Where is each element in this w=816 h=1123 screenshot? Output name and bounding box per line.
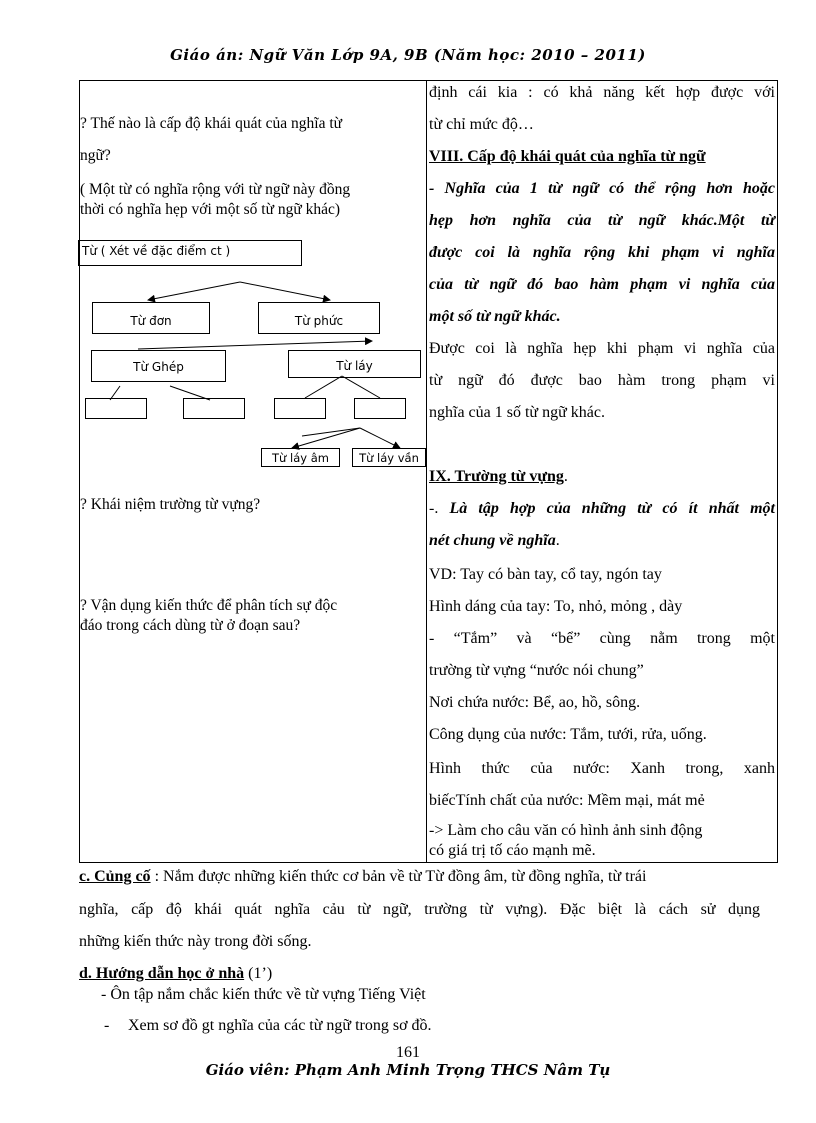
question-truong-tu-vung: ? Khái niệm trường từ vựng? — [80, 496, 261, 513]
diagram-tu-lay-label: Từ láy — [336, 359, 373, 373]
note-nghia-hep: thời có nghĩa hẹp với một số từ ngữ khác) — [80, 201, 341, 218]
example-noi-chua: Nơi chứa nước: Bể, ao, hồ, sông. — [429, 694, 641, 711]
diagram-root-label: Từ ( Xét về đặc điểm ct ) — [82, 244, 231, 258]
diagram-tu-lay-van-box — [352, 448, 426, 467]
section-ix-title-dot: . — [563, 468, 568, 485]
diagram-tu-lay-box — [288, 350, 421, 378]
diagram-root-box — [78, 240, 302, 266]
diagram-tu-don-label: Từ đơn — [130, 314, 172, 328]
table-divider — [426, 80, 427, 862]
cung-co-line-1 — [79, 867, 760, 887]
table-border-bottom — [79, 862, 778, 863]
conclusion-1: -> Làm cho câu văn có hình ảnh sinh động — [429, 822, 703, 839]
question-khai-quat-cont: ngữ? — [80, 147, 111, 164]
page-footer: Giáo viên: Phạm Anh Minh Trọng THCS Nâm Tụ — [205, 1061, 611, 1079]
section-ix-def-2-dot: . — [555, 532, 560, 549]
question-van-dung: ? Vận dụng kiến thức để phân tích sự độc — [80, 597, 338, 614]
right-line-dinh-cai-kia: định cái kia : có khả năng kết hợp được với — [429, 84, 775, 101]
section-viii-narrow-3: nghĩa của 1 số từ ngữ khác. — [429, 404, 605, 421]
section-ix-def-2-text: nét chung về nghĩa — [429, 532, 556, 549]
huong-dan-item-1: - Ôn tập nắm chắc kiến thức về từ vựng Tiếng Việt — [101, 986, 426, 1003]
section-viii-def-4: của từ ngữ đó bao hàm phạm vi nghĩa của — [429, 276, 775, 293]
huong-dan-label: d. Hướng dẫn học ở nhà — [79, 965, 245, 982]
diagram-tu-phuc-box — [258, 302, 380, 334]
section-ix-heading — [429, 467, 775, 487]
section-ix-def-2 — [429, 531, 775, 551]
conclusion-2: có giá trị tố cáo mạnh mẽ. — [429, 842, 596, 859]
example-hinh-thuc: Hình thức của nước: Xanh trong, xanh — [429, 760, 775, 777]
cung-co-line-2: nghĩa, cấp độ khái quát nghĩa cảu từ ngữ, trường từ vựng). Đặc biệt là cách sử dụng — [79, 901, 760, 918]
right-line-muc-do: từ chỉ mức độ… — [429, 116, 534, 133]
example-hinh-dang: Hình dáng của tay: To, nhỏ, mỏng , dày — [429, 598, 683, 615]
section-ix-def-prefix: -. — [429, 500, 439, 517]
question-van-dung-cont: đáo trong cách dùng từ ở đoạn sau? — [80, 617, 301, 634]
diagram-tu-ghep-label: Từ Ghép — [133, 360, 184, 374]
diagram-tu-lay-van-label: Từ láy vần — [359, 451, 419, 465]
table-border-right — [777, 80, 778, 862]
page-number: 161 — [396, 1044, 420, 1061]
huong-dan-time: (1’) — [244, 965, 273, 982]
section-viii-def-1: - Nghĩa của 1 từ ngữ có thể rộng hơn hoặc — [429, 180, 775, 197]
huong-dan-heading — [79, 964, 760, 984]
section-viii-narrow-2: từ ngữ đó được bao hàm trong phạm vi — [429, 372, 775, 389]
example-tam-be-1: - “Tắm” và “bể” cùng nằm trong một — [429, 630, 775, 647]
section-viii-def-3: được coi là nghĩa rộng khi phạm vi nghĩa — [429, 244, 775, 261]
section-ix-def-1 — [429, 499, 775, 519]
section-viii-def-5: một số từ ngữ khác. — [429, 308, 561, 325]
section-viii-narrow-1: Được coi là nghĩa hẹp khi phạm vi nghĩa của — [429, 340, 775, 357]
diagram-empty-box-4 — [354, 398, 406, 419]
diagram-empty-box-1 — [85, 398, 147, 419]
example-tay: VD: Tay có bàn tay, cổ tay, ngón tay — [429, 566, 662, 583]
example-tinh-chat: biếcTính chất của nước: Mềm mại, mát mẻ — [429, 792, 705, 809]
section-ix-def-1-text: Là tập hợp của những từ có ít nhất một — [449, 500, 776, 517]
table-border-top — [79, 80, 778, 81]
cung-co-line-3: những kiến thức này trong đời sống. — [79, 933, 312, 950]
example-cong-dung: Công dụng của nước: Tắm, tưới, rửa, uống. — [429, 726, 707, 743]
section-ix-title: IX. Trường từ vựng — [429, 468, 564, 485]
huong-dan-item-2-dash: - — [104, 1017, 110, 1034]
note-nghia-rong: ( Một từ có nghĩa rộng với từ ngữ này đồng — [80, 181, 351, 198]
cung-co-text: : Nắm được những kiến thức cơ bản về từ Từ đồng âm, từ đồng nghĩa, từ trái — [150, 868, 647, 885]
section-viii-def-2: hẹp hơn nghĩa của từ ngữ khác.Một từ — [429, 212, 775, 229]
diagram-empty-box-2 — [183, 398, 245, 419]
diagram-tu-phuc-label: Từ phức — [294, 314, 344, 328]
diagram-tu-ghep-box — [91, 350, 226, 382]
huong-dan-item-2: Xem sơ đồ gt nghĩa của các từ ngữ trong sơ đồ. — [128, 1017, 432, 1034]
diagram-tu-don-box — [92, 302, 210, 334]
diagram-tu-lay-am-box — [261, 448, 340, 467]
page-header: Giáo án: Ngữ Văn Lớp 9A, 9B (Năm học: 2010 – 2011) — [170, 46, 646, 64]
question-khai-quat: ? Thế nào là cấp độ khái quát của nghĩa từ — [80, 115, 343, 132]
diagram-tu-lay-am-label: Từ láy âm — [272, 451, 329, 465]
diagram-empty-box-3 — [274, 398, 326, 419]
cung-co-label: c. Củng cố — [79, 868, 151, 885]
section-viii-title: VIII. Cấp độ khái quát của nghĩa từ ngữ — [429, 148, 706, 165]
example-tam-be-2: trường từ vựng “nước nói chung” — [429, 662, 644, 679]
